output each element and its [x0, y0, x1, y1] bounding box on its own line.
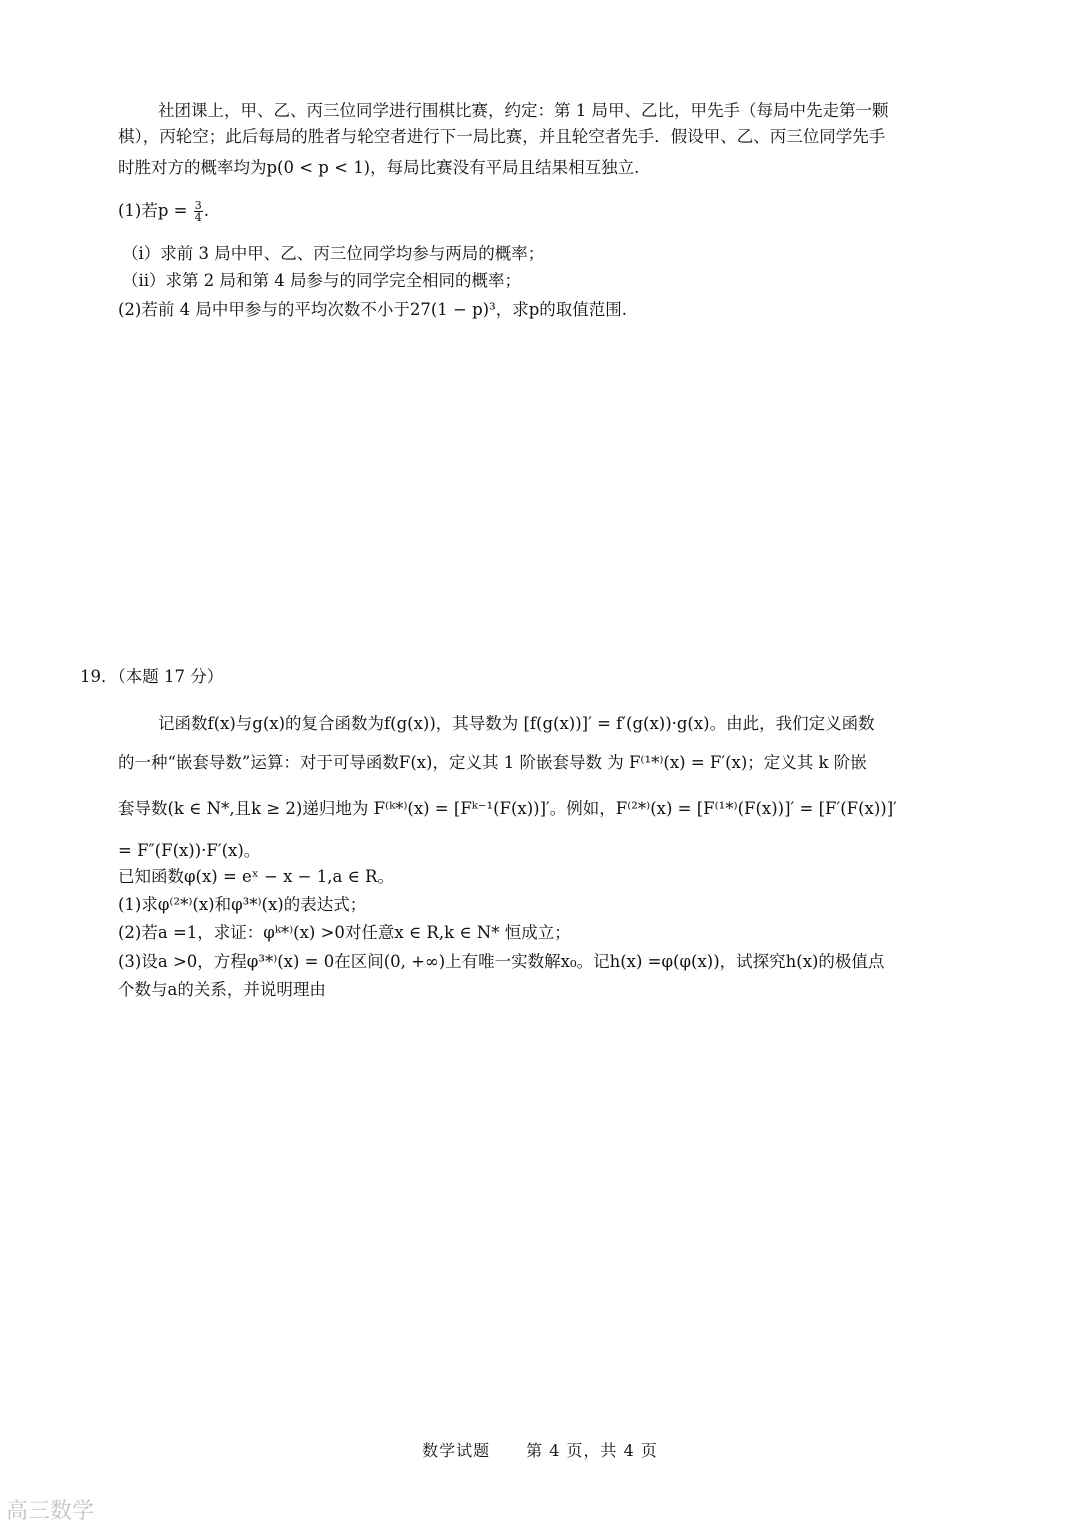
- fraction: [194, 200, 203, 223]
- footer-subject: 数学试题: [422, 1441, 491, 1460]
- q18-intro-line1: 社团课上，甲、乙、丙三位同学进行围棋比赛，约定：第 1 局甲、乙比，甲先手（每局中先走第一颗: [158, 101, 889, 120]
- q18-intro-line2: 棋），丙轮空；此后每局的胜者与轮空者进行下一局比赛，并且轮空者先手．假设甲、乙、丙三位同学先手: [118, 127, 886, 146]
- q19-part3-line2: 个数与a的关系，并说明理由: [118, 980, 326, 999]
- q19-line2: 的一种“嵌套导数”运算：对于可导函数F(x)，定义其 1 阶嵌套导数 为 F⁽¹*⁾(x) = F′(x)；定义其 k 阶嵌: [118, 753, 867, 772]
- q18-intro-line3: 时胜对方的概率均为p(0 < p < 1)，每局比赛没有平局且结果相互独立.: [118, 158, 640, 177]
- q19-part2: (2)若a =1，求证：φᵏ*⁾(x) >0对任意x ∈ R,k ∈ N* 恒成立；: [118, 923, 571, 942]
- q18-part1-ii: （ii）求第 2 局和第 4 局参与的同学完全相同的概率；: [122, 271, 522, 290]
- fraction-numerator: 3: [194, 199, 202, 212]
- footer-page-info: 第 4 页，共 4 页: [526, 1441, 658, 1460]
- q18-part1-i: （i）求前 3 局中甲、乙、丙三位同学均参与两局的概率；: [122, 244, 545, 263]
- q18-part1-suffix: .: [203, 201, 209, 220]
- q19-part1: (1)求φ⁽²*⁾(x)和φ³*⁾(x)的表达式；: [118, 895, 367, 914]
- watermark: 高三数学: [6, 1499, 95, 1524]
- page-footer: [0, 1438, 1080, 1461]
- q19-line4: = F″(F(x))·F′(x)。: [118, 841, 261, 860]
- q19-heading: 19．（本题 17 分）: [80, 667, 224, 686]
- q18-part1: [118, 200, 209, 223]
- fraction-denominator: 4: [194, 211, 202, 224]
- q19-line5: 已知函数φ(x) = eˣ − x − 1,a ∈ R。: [118, 867, 394, 886]
- q19-part3-line1: (3)设a >0，方程φ³*⁾(x) = 0在区间(0, +∞)上有唯一实数解x₀。记h(x) =φ(φ(x))，试探究h(x)的极值点: [118, 952, 885, 971]
- q18-part1-prefix: (1)若p =: [118, 201, 193, 220]
- q19-line1: 记函数f(x)与g(x)的复合函数为f(g(x))，其导数为 [f(g(x))]′ = f′(g(x))·g(x)。由此，我们定义函数: [158, 714, 875, 733]
- q18-part2: (2)若前 4 局中甲参与的平均次数不小于27(1 − p)³，求p的取值范围.: [118, 300, 628, 319]
- q19-line3: 套导数(k ∈ N*,且k ≥ 2)递归地为 F⁽ᵏ*⁾(x) = [Fᵏ⁻¹(F(x))]′。例如，F⁽²*⁾(x) = [F⁽¹*⁾(F(x))]′ = [F′(F(x))]′: [118, 799, 897, 818]
